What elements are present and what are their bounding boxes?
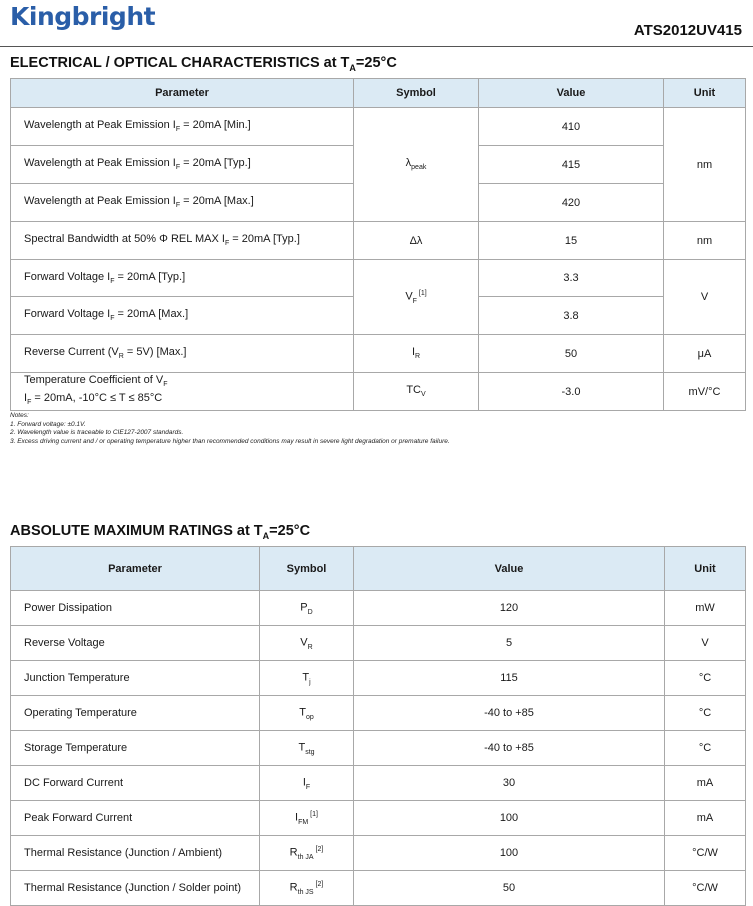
table-row (11, 766, 746, 801)
value-cell: -3.0 (479, 373, 664, 411)
symbol-cell: Δλ (354, 222, 479, 260)
amr-section-title: ABSOLUTE MAXIMUM RATINGS at $T_A=25^\circ C$ (10, 523, 311, 541)
header-unit: Unit (664, 79, 746, 108)
unit-cell: V (664, 260, 746, 335)
unit-cell: V (665, 626, 746, 661)
parameter-cell: Reverse Voltage (11, 626, 260, 661)
parameter-cell: Forward Voltage $I_F = 20mA$ [Typ.] (11, 260, 354, 297)
notes (10, 412, 450, 446)
table-row (11, 373, 746, 411)
value-cell: 410 (479, 108, 664, 146)
unit-cell: nm (664, 222, 746, 260)
table-row (11, 731, 746, 766)
notes-heading: Notes: (10, 412, 29, 419)
header-value: Value (479, 79, 664, 108)
table-header-row (11, 79, 746, 108)
value-cell: 415 (479, 146, 664, 184)
symbol-cell: $V_R$ (260, 626, 354, 661)
value-cell: 120 (354, 591, 665, 626)
value-cell: 5 (354, 626, 665, 661)
parameter-cell: Forward Voltage $I_F = 20mA$ [Max.] (11, 297, 354, 335)
header-parameter: Parameter (11, 79, 354, 108)
unit-cell: mV/°C (664, 373, 746, 411)
note-item: 1. Forward voltage: ±0.1V. (10, 420, 86, 428)
parameter-cell: Storage Temperature (11, 731, 260, 766)
table-row (11, 222, 746, 260)
value-cell: 3.3 (479, 260, 664, 297)
header-symbol: Symbol (260, 547, 354, 591)
parameter-cell: DC Forward Current (11, 766, 260, 801)
value-cell: 420 (479, 184, 664, 222)
value-cell: 15 (479, 222, 664, 260)
unit-cell: mA (665, 766, 746, 801)
header-parameter: Parameter (11, 547, 260, 591)
symbol-cell: $\lambda_{peak}$ (354, 108, 479, 222)
table-header-row (11, 547, 746, 591)
symbol-cell: $R_{th JS}$ [2] (260, 871, 354, 906)
unit-cell: °C (665, 731, 746, 766)
value-cell: -40 to +85 (354, 731, 665, 766)
symbol-cell: $T_j$ (260, 661, 354, 696)
value-cell: 3.8 (479, 297, 664, 335)
table-row (11, 836, 746, 871)
table-row (11, 696, 746, 731)
parameter-cell: Peak Forward Current (11, 801, 260, 836)
value-cell: 115 (354, 661, 665, 696)
parameter-cell: Thermal Resistance (Junction / Solder point) (11, 871, 260, 906)
absolute-max-ratings-table (10, 546, 746, 906)
note-item: 2. Wavelength value is traceable to CIE127-2007 standards. (10, 429, 184, 437)
eo-section-title: ELECTRICAL / OPTICAL CHARACTERISTICS at $T_A=25^\circ C$ (10, 55, 397, 73)
parameter-cell: Reverse Current $(V_R = 5V)$ [Max.] (11, 335, 354, 373)
table-row (11, 335, 746, 373)
eo-characteristics-table (10, 78, 746, 411)
header-rule (0, 46, 753, 47)
value-cell: 50 (354, 871, 665, 906)
parameter-cell: Wavelength at Peak Emission $I_F = 20mA$ [Max.] (11, 184, 354, 222)
table-row (11, 801, 746, 836)
unit-cell: °C (665, 696, 746, 731)
note-item: 3. Excess driving current and / or operating temperature higher than recommended conditions may result in severe light degradation or premature failure. (10, 437, 450, 445)
value-cell: 50 (479, 335, 664, 373)
parameter-cell: Spectral Bandwidth at 50% Φ REL MAX $I_F = 20mA$ [Typ.] (11, 222, 354, 260)
symbol-cell: $TC_V$ (354, 373, 479, 411)
parameter-cell: Thermal Resistance (Junction / Ambient) (11, 836, 260, 871)
value-cell: 100 (354, 801, 665, 836)
part-number: ATS2012UV415 (633, 22, 742, 39)
value-cell: 30 (354, 766, 665, 801)
parameter-cell: Wavelength at Peak Emission $I_F = 20mA$ [Typ.] (11, 146, 354, 184)
symbol-cell: $V_F$ [1] (354, 260, 479, 335)
unit-cell: mW (665, 591, 746, 626)
unit-cell: mA (665, 801, 746, 836)
table-row (11, 591, 746, 626)
parameter-cell: Junction Temperature (11, 661, 260, 696)
unit-cell: °C/W (665, 836, 746, 871)
symbol-cell: $I_R$ (354, 335, 479, 373)
table-row (11, 626, 746, 661)
unit-cell: μA (664, 335, 746, 373)
symbol-cell: $T_{op}$ (260, 696, 354, 731)
header-symbol: Symbol (354, 79, 479, 108)
parameter-cell: Wavelength at Peak Emission $I_F = 20mA$ [Min.] (11, 108, 354, 146)
parameter-cell: Temperature Coefficient of $V_F$ $I_F = 20mA$, -10°C ≤ T ≤ 85°C (11, 373, 354, 411)
unit-cell: nm (664, 108, 746, 222)
table-row (11, 661, 746, 696)
unit-cell: °C (665, 661, 746, 696)
table-row (11, 108, 746, 146)
symbol-cell: $I_F$ (260, 766, 354, 801)
symbol-cell: $P_D$ (260, 591, 354, 626)
header-unit: Unit (665, 547, 746, 591)
symbol-cell: $R_{th JA}$ [2] (260, 836, 354, 871)
table-row (11, 260, 746, 297)
value-cell: -40 to +85 (354, 696, 665, 731)
symbol-cell: $I_{FM}$ [1] (260, 801, 354, 836)
parameter-cell: Power Dissipation (11, 591, 260, 626)
parameter-cell: Operating Temperature (11, 696, 260, 731)
header-value: Value (354, 547, 665, 591)
value-cell: 100 (354, 836, 665, 871)
table-row (11, 871, 746, 906)
unit-cell: °C/W (665, 871, 746, 906)
symbol-cell: $T_{stg}$ (260, 731, 354, 766)
kingbright-logo: Kingbright (10, 2, 156, 31)
